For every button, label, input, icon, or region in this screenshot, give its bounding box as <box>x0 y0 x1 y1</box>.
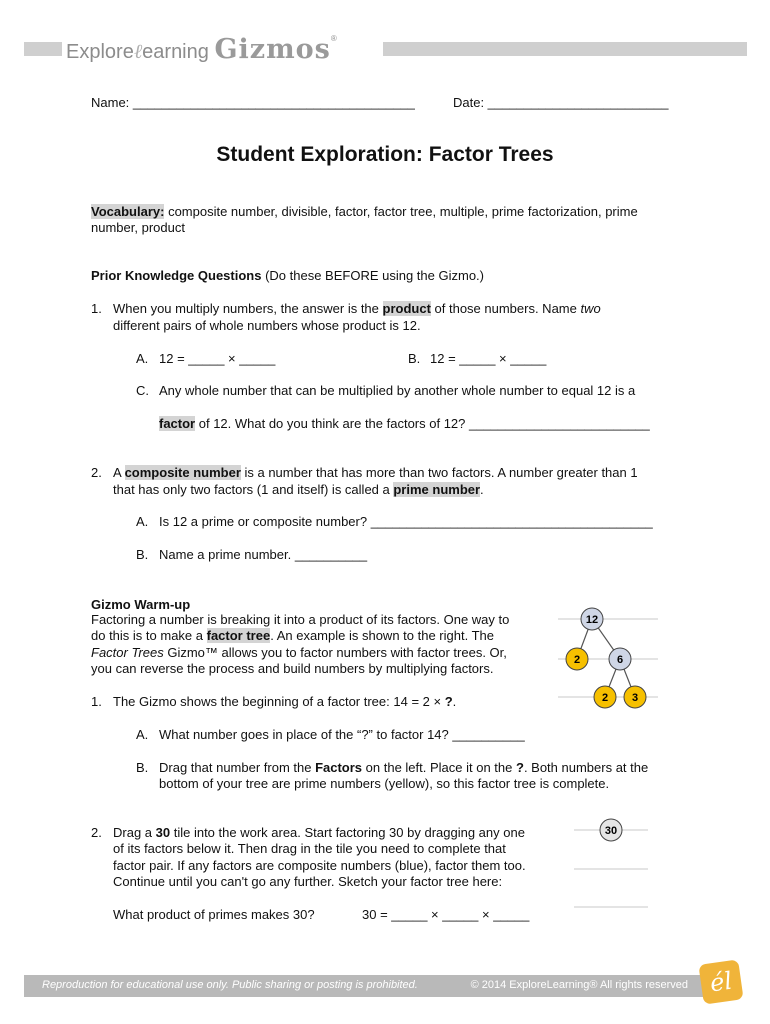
warmup-q2-product-answer[interactable]: 30 = _____ × _____ × _____ <box>362 907 530 922</box>
tree-node-leaf2-label: 3 <box>631 692 639 704</box>
warmup-q2-product-question: What product of primes makes 30? <box>113 907 315 922</box>
example-factor-tree <box>552 604 662 712</box>
warmup-q2-number: 2. <box>91 825 102 840</box>
sketch-root-label: 30 <box>604 825 618 837</box>
q2a-answer[interactable]: Is 12 a prime or composite number? _______________________________________ <box>159 514 653 529</box>
q2b-answer[interactable]: Name a prime number. __________ <box>159 547 368 562</box>
q1b-label: B. <box>408 351 421 366</box>
header-bar-left <box>24 42 62 56</box>
footer-notice: Reproduction for educational use only. Public sharing or posting is prohibited. <box>42 979 418 991</box>
q1c-label: C. <box>136 383 149 398</box>
sketch-factor-tree-area[interactable] <box>570 816 650 912</box>
q1c-line-2[interactable]: factor of 12. What do you think are the factors of 12? _________________________ <box>159 416 650 431</box>
name-field[interactable]: Name: _______________________________________ <box>91 95 415 110</box>
q2b-label: B. <box>136 547 149 562</box>
warmup-q1b-line-1: Drag that number from the Factors on the left. Place it on the ?. Both numbers at the <box>159 760 649 775</box>
header-bar-right <box>383 42 747 56</box>
warmup-q2-line-4: Continue until you can't go any further. Sketch your factor tree here: <box>113 874 503 889</box>
q2a-label: A. <box>136 514 149 529</box>
warmup-para-line-1: Factoring a number is breaking it into a product of its factors. One way to <box>91 612 510 627</box>
tree-node-right-label: 6 <box>616 654 624 666</box>
warmup-para-line-4: you can reverse the process and build numbers by multiplying factors. <box>91 661 494 676</box>
vocabulary-line-1: Vocabulary: composite number, divisible, factor, factor tree, multiple, prime factorization, prime <box>91 204 638 219</box>
prior-knowledge-heading: Prior Knowledge Questions (Do these BEFORE using the Gizmo.) <box>91 268 484 283</box>
warmup-q2-line-3: factor pair. If any factors are composite numbers (blue), factor them too. <box>113 858 526 873</box>
q1-number: 1. <box>91 301 102 316</box>
warmup-heading: Gizmo Warm-up <box>91 597 191 612</box>
warmup-q2-line-1: Drag a 30 tile into the work area. Start factoring 30 by dragging any one <box>113 825 525 840</box>
footer-copyright: © 2014 ExploreLearning® All rights reserved <box>470 979 688 991</box>
q1b-answer[interactable]: 12 = _____ × _____ <box>430 351 547 366</box>
explorelearning-logo: él <box>698 959 743 1004</box>
q1-line-2: different pairs of whole numbers whose product is 12. <box>113 318 421 333</box>
warmup-q1-text: The Gizmo shows the beginning of a factor tree: 14 = 2 × ?. <box>113 694 457 709</box>
warmup-q1b-label: B. <box>136 760 149 775</box>
tree-node-root-label: 12 <box>585 614 599 626</box>
date-field[interactable]: Date: _________________________ <box>453 95 669 110</box>
q1a-answer[interactable]: 12 = _____ × _____ <box>159 351 276 366</box>
vocabulary-line-2: number, product <box>91 220 185 235</box>
warmup-q1a-label: A. <box>136 727 149 742</box>
tree-node-leaf1-label: 2 <box>601 692 609 704</box>
q2-line-2: that has only two factors (1 and itself) is called a prime number. <box>113 482 484 497</box>
warmup-q1a-answer[interactable]: What number goes in place of the “?” to factor 14? __________ <box>159 727 525 742</box>
q1-line-1: When you multiply numbers, the answer is the product of those numbers. Name two <box>113 301 601 316</box>
warmup-q1-number: 1. <box>91 694 102 709</box>
brand-logo: Exploreℓearning Gizmos® <box>66 34 337 65</box>
footer-bar <box>24 975 724 997</box>
warmup-para-line-3: Factor Trees Gizmo™ allows you to factor numbers with factor trees. Or, <box>91 645 507 660</box>
q1c-line-1: Any whole number that can be multiplied by another whole number to equal 12 is a <box>159 383 636 398</box>
warmup-para-line-2: do this is to make a factor tree. An example is shown to the right. The <box>91 628 494 643</box>
warmup-q2-line-2: of its factors below it. Then drag in the tile you need to complete that <box>113 841 506 856</box>
warmup-q1b-line-2: bottom of your tree are prime numbers (yellow), so this factor tree is complete. <box>159 776 610 791</box>
q1a-label: A. <box>136 351 149 366</box>
q2-line-1: A composite number is a number that has more than two factors. A number greater than 1 <box>113 465 638 480</box>
page-title: Student Exploration: Factor Trees <box>216 143 554 166</box>
tree-node-left-label: 2 <box>573 654 581 666</box>
q2-number: 2. <box>91 465 102 480</box>
